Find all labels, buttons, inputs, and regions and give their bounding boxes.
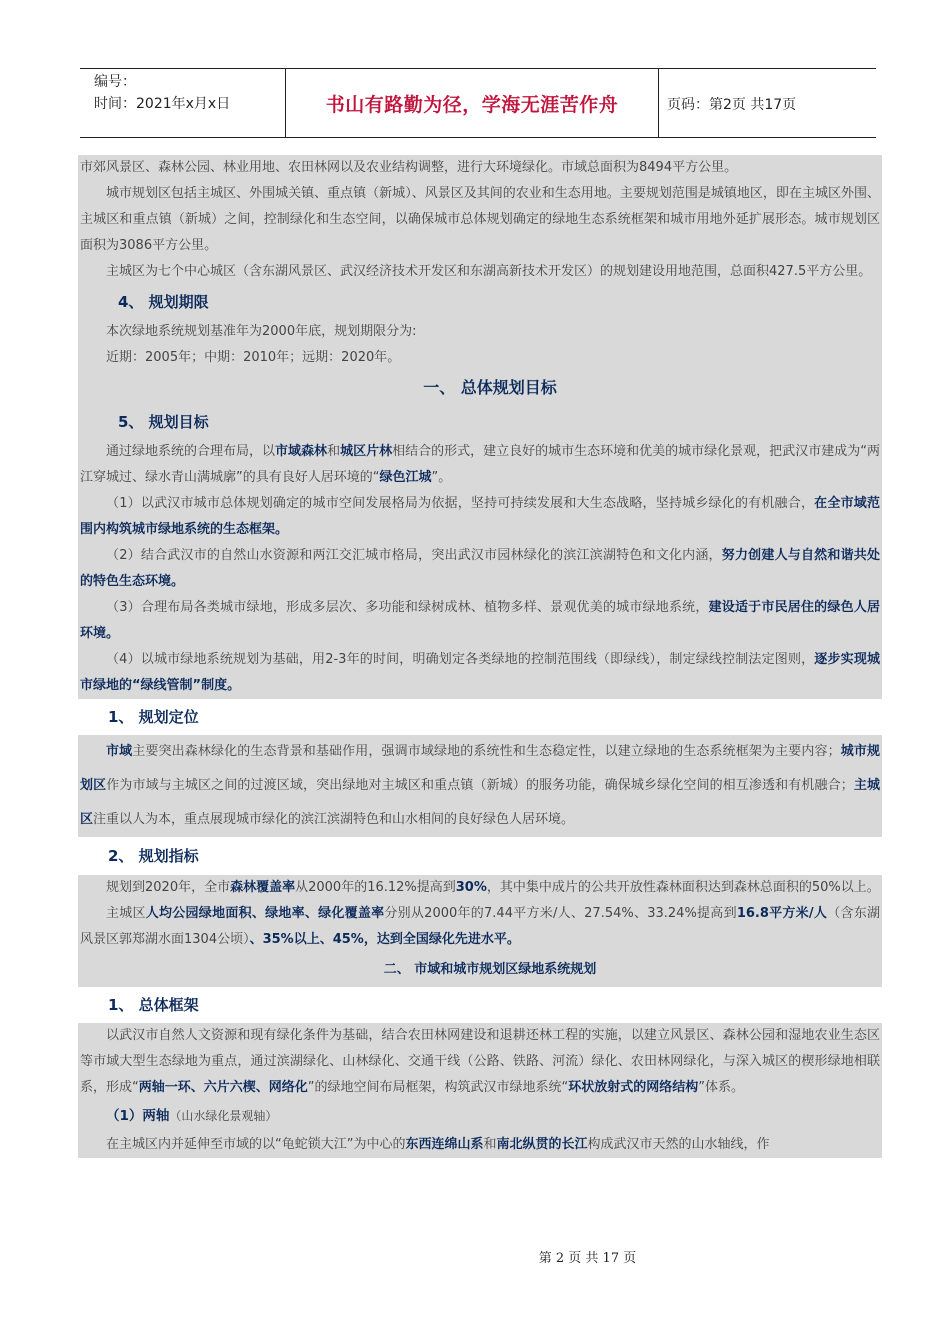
text-run: 和 <box>327 444 341 459</box>
position-block <box>78 735 882 837</box>
document-body <box>78 155 882 1158</box>
heading-goal: 5、 规划目标 <box>118 413 209 431</box>
bold-run: 市域 <box>106 744 133 759</box>
text-run: 以武汉市自然人文资源和现有绿化条件为基础，结合农田林网建设和退耕还林工程的实施，以建立风景区、森林公园和湿地农业生态区等市域大型生态绿地为重点，通过滨湖绿化、山林绿化、交通干线（公路、铁路、河流）绿化、农田林网绿化，与深入城区的楔形绿地相联系，形成“ <box>80 1028 880 1095</box>
heading-text: 2、 规划指标 <box>108 837 209 875</box>
paragraph-position <box>80 735 880 837</box>
paragraph: 主城区为七个中心城区（含东湖风景区、武汉经济技术开发区和东湖高新技术开发区）的规划建设用地范围，总面积427.5平方公里。 <box>106 264 872 279</box>
text-run: ，其中集中成片的公共开放性森林面积达到森林总面积的50%以上。 <box>486 880 880 895</box>
bold-run: 东西连绵山系 <box>405 1137 484 1152</box>
text-run: 主城区 <box>106 906 146 921</box>
text-run: ”体系。 <box>698 1080 745 1095</box>
text-run: 主要突出森林绿化的生态背景和基础作用，强调市域绿地的系统性和生态稳定性，以建立绿地的生态系统框架为主要内容； <box>132 744 841 759</box>
bold-run: 16.8平方米/人 <box>736 906 828 921</box>
bold-run: 人均公园绿地面积、绿地率、绿化覆盖率 <box>145 906 385 921</box>
header-meta-cell <box>80 69 286 137</box>
heading-index <box>78 837 882 875</box>
paragraph-goal-3 <box>80 595 880 647</box>
bold-run: 建设适于市民居住的绿色人居环境。 <box>80 600 880 641</box>
bold-run: 城区片林 <box>340 444 393 459</box>
text-run: 相结合的形式，建立良好的城市生态环境和优美的城市绿化景观，把武汉市建成为“两江穿城过、绿水青山满城廓”的具有良好人居环境的“ <box>80 444 880 485</box>
heading-text: 1、 总体框架 <box>108 987 209 1023</box>
section-heading-1: 一、 总体规划目标 <box>423 378 557 397</box>
text-run: （4）以城市绿地系统规划为基础，用2-3年的时间，明确划定各类绿地的控制范围线（即绿线），制定绿线控制法定图则， <box>106 652 815 667</box>
paragraph-goal <box>80 439 880 491</box>
heading-position <box>78 699 882 735</box>
text-run: 分别从2000年的7.44平方米/人、27.54%、33.24%提高到 <box>384 906 737 921</box>
page-header <box>80 68 876 138</box>
motto-text: 书山有路勤为径，学海无涯苦作舟 <box>325 94 619 116</box>
bold-run: 30% <box>455 880 487 895</box>
text-run: 从2000年的16.12%提高到 <box>295 880 456 895</box>
bold-run: 两轴一环、六片六楔、网络化 <box>138 1080 308 1095</box>
number-label: 编号： <box>94 74 136 90</box>
bold-run: 环状放射式的网络结构 <box>568 1080 699 1095</box>
text-run: 通过绿地系统的合理布局，以 <box>106 444 276 459</box>
header-page-cell <box>659 69 876 137</box>
paragraph-axis <box>80 1132 880 1158</box>
scope-block <box>78 155 882 699</box>
text-run: 作为市域与主城区之间的过渡区域，突出绿地对主城区和重点镇（新城）的服务功能，确保城乡绿化空间的相互渗透和有机融合； <box>106 778 854 793</box>
text-run: （2）结合武汉市的自然山水资源和两江交汇城市格局，突出武汉市园林绿化的滨江滨湖特色和文化内涵， <box>106 548 722 563</box>
text-run: ”。 <box>431 470 452 485</box>
bold-run: 努力创建人与自然和谐共处的特色生态环境。 <box>80 548 880 589</box>
page-info: 页码：第2页 共17页 <box>667 97 797 113</box>
paragraph-goal-1 <box>80 491 880 543</box>
section-heading-2: 二、 市域和城市规划区绿地系统规划 <box>383 962 597 977</box>
paragraph-goal-2 <box>80 543 880 595</box>
text-run: （山水绿化景观轴） <box>169 1109 278 1123</box>
paragraph-frame <box>80 1023 880 1101</box>
text-run: 注重以人为本，重点展现城市绿化的滨江滨湖特色和山水相间的良好绿色人居环境。 <box>93 812 575 827</box>
index-block <box>78 875 882 987</box>
heading-period: 4、 规划期限 <box>118 293 209 311</box>
paragraph: 城市规划区包括主城区、外围城关镇、重点镇（新城）、风景区及其间的农业和生态用地。主要规划范围是城镇地区，即在主城区外围、主城区和重点镇（新城）之间，控制绿化和生态空间，以确保城市总体规划确定的绿地生态系统框架和城市用地外延扩展形态。城市规划区面积为3086平方公里。 <box>80 186 880 253</box>
bold-run: 南北纵贯的长江 <box>496 1137 588 1152</box>
bold-run: 逐步实现城市绿地的“绿线管制”制度。 <box>80 652 880 693</box>
paragraph-index-1 <box>80 875 880 901</box>
text-run: 规划到2020年，全市 <box>106 880 231 895</box>
time-label: 时间：2021年x月x日 <box>94 96 231 112</box>
text-run: 构成武汉市天然的山水轴线，作 <box>587 1137 770 1152</box>
heading-axis <box>80 1101 880 1132</box>
header-motto-cell <box>286 69 659 137</box>
paragraph-goal-4 <box>80 647 880 699</box>
paragraph: 本次绿地系统规划基准年为2000年底，规划期限分为: <box>106 324 417 339</box>
bold-run: 绿色江城 <box>379 470 432 485</box>
bold-run: 在全市域范围内构筑城市绿地系统的生态框架。 <box>80 496 880 537</box>
bold-run: 市域森林 <box>275 444 328 459</box>
heading-text: 1、 规划定位 <box>108 699 209 735</box>
text-run: （1）以武汉市城市总体规划确定的城市空间发展格局为依据，坚持可持续发展和大生态战略，坚持城乡绿化的有机融合， <box>106 496 815 511</box>
bold-run: （1）两轴 <box>106 1108 170 1124</box>
bold-run: 、35%以上、45%，达到全国绿化先进水平。 <box>249 932 520 947</box>
page-footer: 第 2 页 共 17 页 <box>538 1251 637 1266</box>
bold-run: 森林覆盖率 <box>230 880 296 895</box>
text-run: （含东湖风景区郭郑湖水面1304公顷） <box>80 906 880 947</box>
bold-run: 城市规划区 <box>80 744 880 793</box>
paragraph-index-2 <box>80 901 880 953</box>
paragraph: 近期：2005年；中期：2010年；远期：2020年。 <box>106 350 401 365</box>
text-run: 和 <box>483 1137 497 1152</box>
text-run: ”的绿地空间布局框架，构筑武汉市绿地系统“ <box>307 1080 569 1095</box>
text-run: （3）合理布局各类城市绿地，形成多层次、多功能和绿树成林、植物多样、景观优美的城市绿地系统， <box>106 600 709 615</box>
text-run: 在主城区内并延伸至市域的以“龟蛇锁大江”为中心的 <box>106 1137 406 1152</box>
heading-frame <box>78 987 882 1023</box>
frame-block <box>78 1023 882 1158</box>
bold-run: 主城区 <box>80 778 880 827</box>
paragraph: 市郊风景区、森林公园、林业用地、农田林网以及农业结构调整，进行大环境绿化。市域总面积为8494平方公里。 <box>80 160 738 175</box>
